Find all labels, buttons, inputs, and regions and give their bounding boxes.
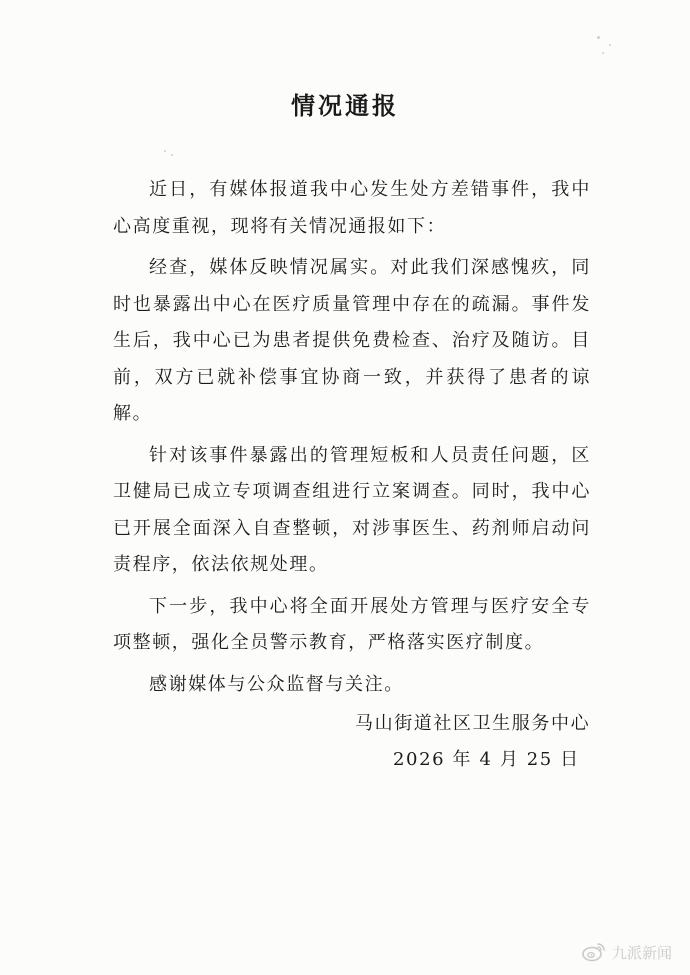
watermark-text: 九派新闻 bbox=[611, 943, 672, 962]
watermark bbox=[581, 941, 672, 963]
paragraph-thanks: 感谢媒体与公众监督与关注。 bbox=[149, 673, 404, 695]
paragraph-intro: 近日，有媒体报道我中心发生处方差错事件，我中心高度重视，现将有关情况通报如下： bbox=[113, 179, 591, 237]
scan-speck bbox=[171, 154, 173, 156]
document-body bbox=[113, 172, 591, 708]
document-title: 情况通报 bbox=[291, 92, 399, 120]
scan-speck bbox=[164, 150, 166, 152]
paragraph-next-steps: 下一步，我中心将全面开展处方管理与医疗安全专项整顿，强化全员警示教育，严格落实医疗制度。 bbox=[113, 595, 591, 653]
signature-organization: 马山街道社区卫生服务中心 bbox=[355, 713, 591, 734]
paragraph-investigation: 针对该事件暴露出的管理短板和人员责任问题，区卫健局已成立专项调查组进行立案调查。同时，我中心已开展全面深入自查整顿，对涉事医生、药剂师启动问责程序，依法依规处理。 bbox=[113, 444, 591, 575]
signature-block bbox=[355, 706, 595, 778]
scan-speck bbox=[597, 36, 600, 39]
signature-date: 2026 年 4 月 25 日 bbox=[393, 749, 580, 770]
weibo-icon bbox=[581, 941, 607, 963]
scan-speck bbox=[609, 44, 611, 46]
scan-speck bbox=[602, 52, 604, 54]
paragraph-findings: 经查，媒体反映情况属实。对此我们深感愧疚，同时也暴露出中心在医疗质量管理中存在的疏漏。事件发生后，我中心已为患者提供免费检查、治疗及随访。目前，双方已就补偿事宜协商一致，并获得了患者的谅解。 bbox=[113, 257, 591, 424]
